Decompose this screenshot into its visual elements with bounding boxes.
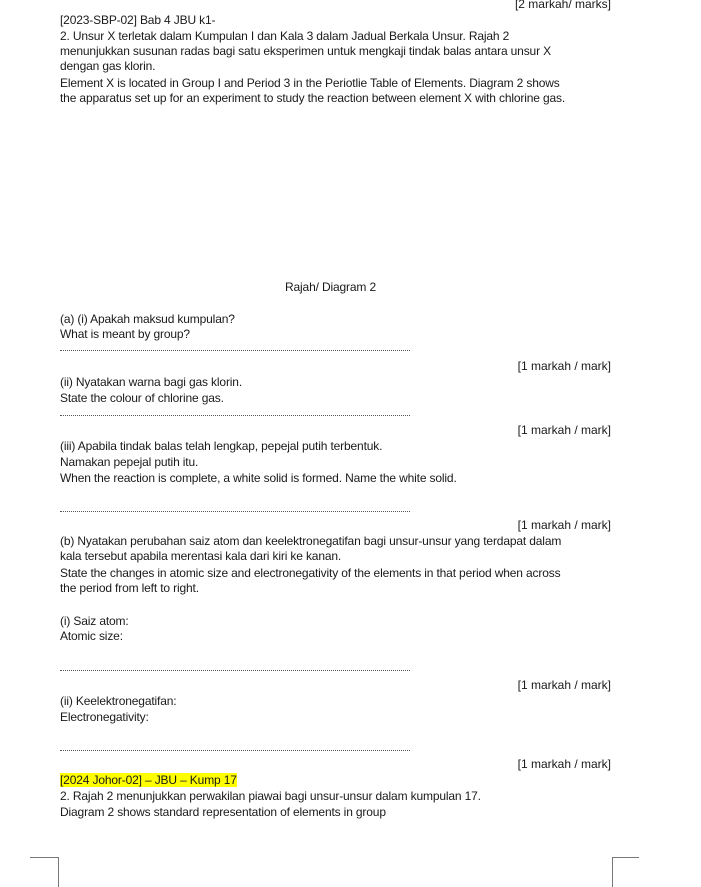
answer-line-a-ii[interactable] — [60, 415, 410, 416]
intro-en-line-2: the apparatus set up for an experiment to study the reaction between element X with chlorine gas. — [60, 91, 566, 105]
answer-line-b-i[interactable] — [60, 670, 410, 671]
header-mark: [2 markah/ marks] — [514, 0, 611, 11]
question-b-ii-ms: (ii) Keelektronegatifan: — [60, 694, 177, 708]
mark-a-iii: [1 markah / mark] — [517, 518, 611, 532]
mark-a-i: [1 markah / mark] — [517, 359, 611, 373]
question-a-ii-en: State the colour of chlorine gas. — [60, 391, 224, 405]
question-b-ii-en: Electronegativity: — [60, 710, 149, 724]
page-corner-mark-left — [30, 857, 59, 887]
question-a-iii-en: When the reaction is complete, a white solid is formed. Name the white solid. — [60, 471, 457, 485]
question-b-en-line-2: the period from left to right. — [60, 581, 199, 595]
page-corner-mark-right — [612, 857, 639, 887]
diagram-caption: Rajah/ Diagram 2 — [285, 280, 376, 294]
question-b-ms-line-1: (b) Nyatakan perubahan saiz atom dan keelektronegatifan bagi unsur-unsur yang terdapat dalam — [60, 534, 562, 548]
question-a-ii-ms: (ii) Nyatakan warna bagi gas klorin. — [60, 375, 243, 389]
answer-line-a-i[interactable] — [60, 350, 410, 351]
answer-line-b-ii[interactable] — [60, 750, 410, 751]
question-b-i-en: Atomic size: — [60, 629, 123, 643]
intro-ms-line-3: dengan gas klorin. — [60, 59, 156, 73]
intro-ms-line-1: 2. Unsur X terletak dalam Kumpulan I dan Kala 3 dalam Jadual Berkala Unsur. Rajah 2 — [60, 29, 510, 43]
question-b-i-ms: (i) Saiz atom: — [60, 614, 129, 628]
question-2-line-2: Diagram 2 shows standard representation of elements in group — [60, 805, 386, 819]
question-b-en-line-1: State the changes in atomic size and electronegativity of the elements in that period when across — [60, 566, 561, 580]
question-tag: [2023-SBP-02] Bab 4 JBU k1- — [60, 13, 216, 27]
intro-ms-line-2: menunjukkan susunan radas bagi satu eksperimen untuk mengkaji tindak balas antara unsur X — [60, 44, 551, 58]
mark-a-ii: [1 markah / mark] — [517, 423, 611, 437]
question-a-i-ms: (a) (i) Apakah maksud kumpulan? — [60, 312, 235, 326]
question-b-ms-line-2: kala tersebut apabila merentasi kala dari kiri ke kanan. — [60, 549, 342, 563]
answer-line-a-iii[interactable] — [60, 511, 410, 512]
question-2-tag-highlight: [2024 Johor-02] – JBU – Kump 17 — [60, 773, 237, 787]
question-a-iii-ms: (iii) Apabila tindak balas telah lengkap, pepejal putih terbentuk. — [60, 439, 383, 453]
question-a-i-en: What is meant by group? — [60, 327, 190, 341]
question-2-tag — [60, 773, 237, 787]
intro-en-line-1: Element X is located in Group I and Period 3 in the Periotlie Table of Elements. Diagram 2 shows — [60, 76, 560, 90]
mark-b-i: [1 markah / mark] — [517, 678, 611, 692]
question-2-line-1: 2. Rajah 2 menunjukkan perwakilan piawai bagi unsur-unsur dalam kumpulan 17. — [60, 789, 481, 803]
question-a-iii-ms-2: Namakan pepejal putih itu. — [60, 455, 199, 469]
mark-b-ii: [1 markah / mark] — [517, 757, 611, 771]
